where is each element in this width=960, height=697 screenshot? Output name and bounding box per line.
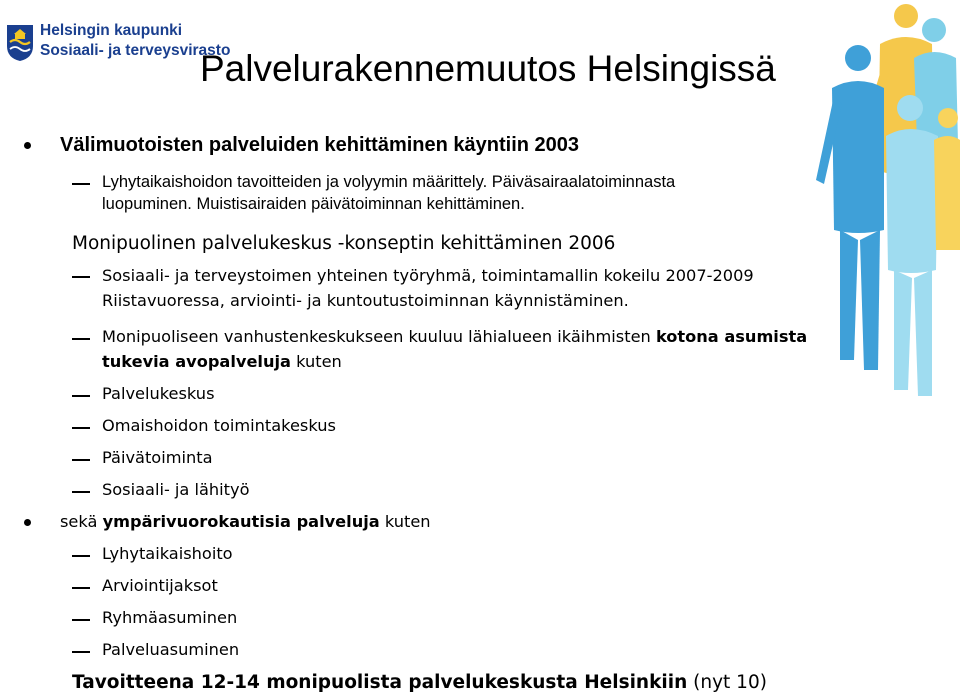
- section1-heading: Välimuotoisten palveluiden kehittäminen käyntiin 2003: [60, 134, 580, 156]
- bullet-icon: [24, 519, 31, 526]
- org-name: Helsingin kaupunki: [40, 22, 183, 39]
- dash-icon: [72, 587, 90, 589]
- figure-light-blue-front: [886, 95, 938, 396]
- dash-icon: [72, 619, 90, 621]
- section1-sub1-line2: luopuminen. Muistisairaiden päivätoiminnan kehittäminen.: [102, 195, 525, 213]
- section2-sub2-line1: [102, 325, 807, 349]
- dash-icon: [72, 555, 90, 557]
- section2-sub2-text: kuten: [290, 352, 342, 371]
- dash-icon: [72, 427, 90, 429]
- section2-sub2-text: Monipuoliseen vanhustenkeskukseen kuuluu lähialueen ikäihmisten: [102, 327, 656, 346]
- list-item: Palveluasuminen: [102, 640, 240, 659]
- goal-emphasis: Tavoitteena 12-14 monipuolista palvelukeskusta Helsinkiin: [72, 672, 688, 693]
- slide-title: Palvelurakennemuutos Helsingissä: [200, 48, 776, 89]
- section3-text: kuten: [379, 512, 431, 531]
- list-item: Sosiaali- ja lähityö: [102, 480, 250, 499]
- org-department: Sosiaali- ja terveysvirasto: [40, 42, 231, 59]
- dash-icon: [72, 395, 90, 397]
- section1-sub1-line1: Lyhytaikaishoidon tavoitteiden ja volyymin määrittely. Päiväsairaalatoiminnasta: [102, 173, 676, 191]
- section2-sub2-emphasis: tukevia avopalveluja: [102, 352, 291, 371]
- bullet-icon: [24, 142, 31, 149]
- goal-note: (nyt 10): [687, 672, 767, 693]
- section3-heading: [60, 510, 431, 534]
- people-figures-decoration: [810, 0, 960, 400]
- dash-icon: [72, 338, 90, 340]
- list-item: Arviointijaksot: [102, 576, 218, 595]
- section2-sub1-line1: Sosiaali- ja terveystoimen yhteinen työryhmä, toimintamallin kokeilu 2007-2009: [102, 266, 754, 285]
- figure-blue-left: [816, 45, 884, 370]
- dash-icon: [72, 276, 90, 278]
- goal-statement: [72, 670, 767, 696]
- list-item: Ryhmäasuminen: [102, 608, 238, 627]
- helsinki-crest-icon: [6, 24, 34, 62]
- section2-sub1-line2: Riistavuoressa, arviointi- ja kuntoutustoiminnan käynnistäminen.: [102, 291, 629, 310]
- section2-sub2-line2: [102, 350, 342, 374]
- list-item: Palvelukeskus: [102, 384, 215, 403]
- section2-heading: Monipuolinen palvelukeskus -konseptin kehittäminen 2006: [72, 233, 616, 254]
- section2-sub2-emphasis: kotona asumista: [655, 327, 808, 346]
- list-item: Lyhytaikaishoito: [102, 544, 233, 563]
- dash-icon: [72, 491, 90, 493]
- dash-icon: [72, 459, 90, 461]
- section3-emphasis: ympärivuorokautisia palveluja: [102, 512, 380, 531]
- list-item: Omaishoidon toimintakeskus: [102, 416, 336, 435]
- dash-icon: [72, 651, 90, 653]
- dash-icon: [72, 183, 90, 185]
- section3-text: sekä: [60, 512, 103, 531]
- helsinki-logo: [0, 22, 231, 66]
- list-item: Päivätoiminta: [102, 448, 213, 467]
